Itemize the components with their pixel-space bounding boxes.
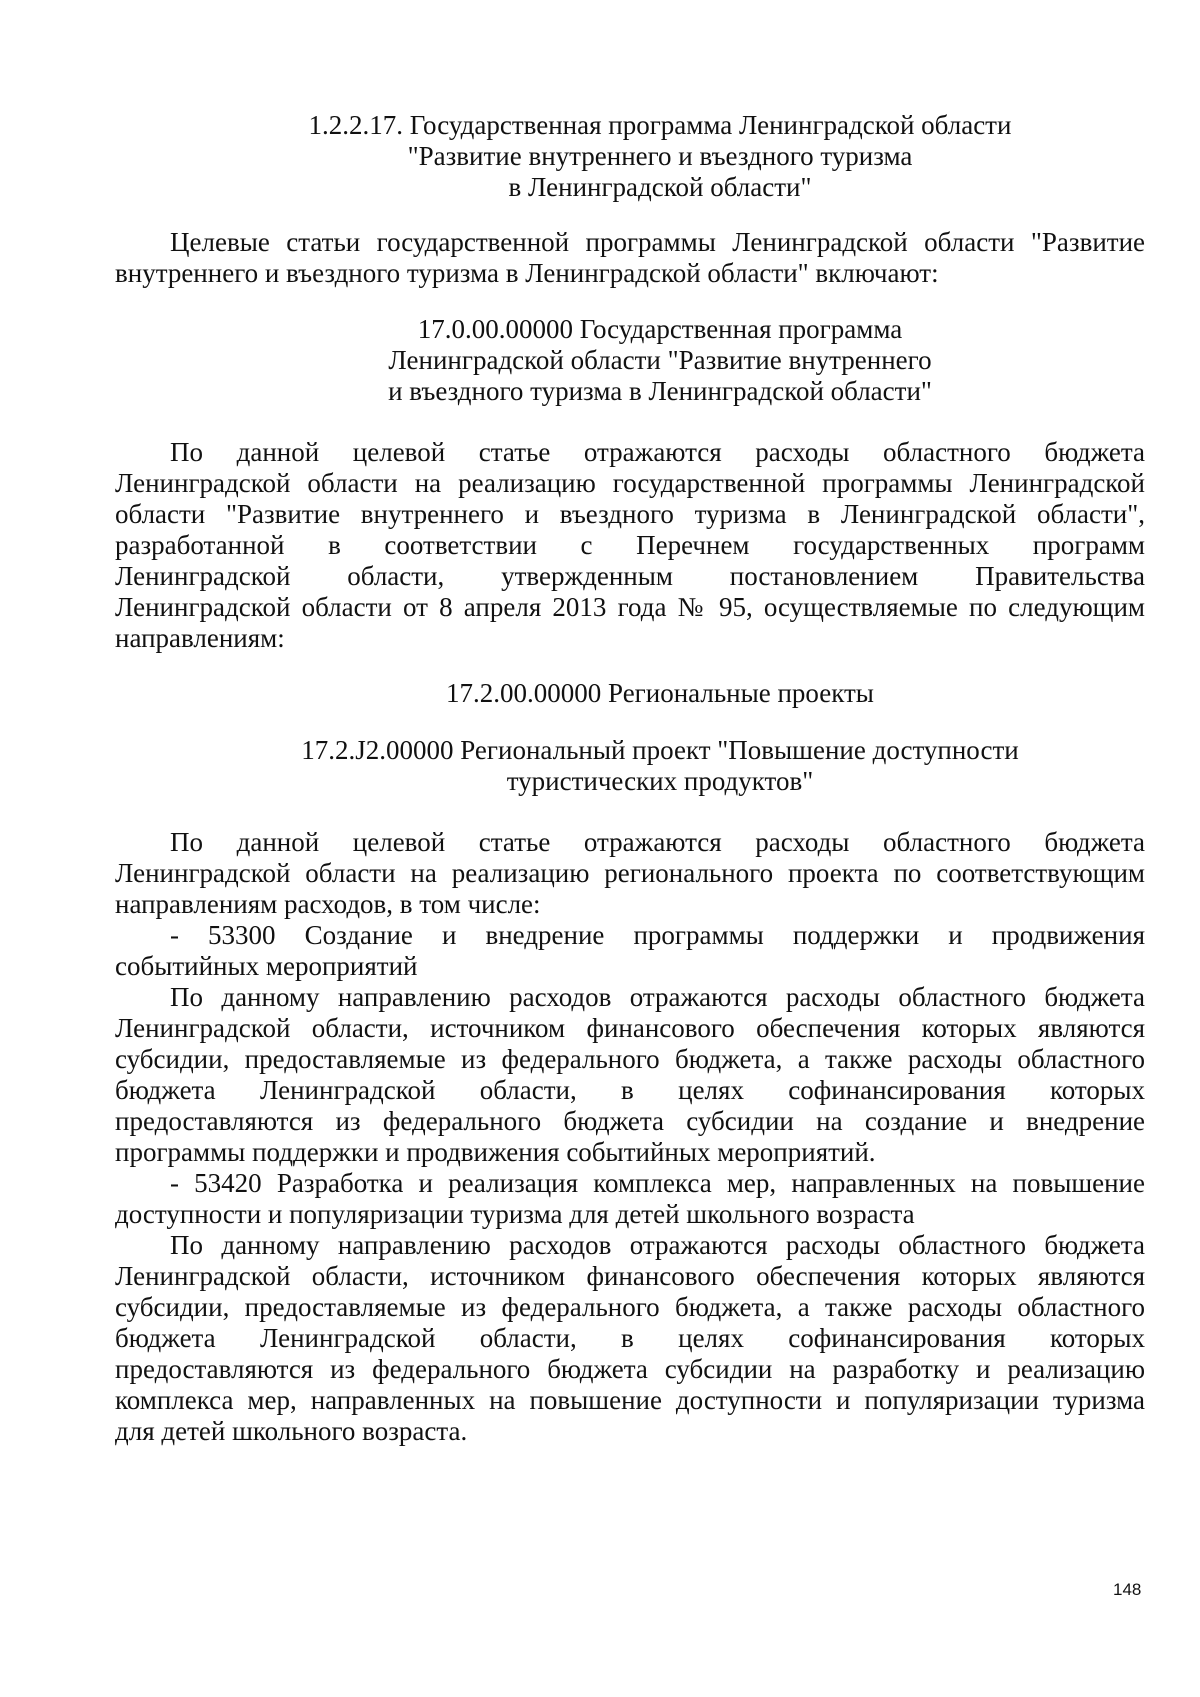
project-title: туристических продуктов" xyxy=(506,766,814,796)
expense-item-53300-description: бюджета Ленинградской области, в целях софинансирования которых xyxy=(115,1075,1145,1105)
program-title: 17.0.00.00000 Государственная программа xyxy=(417,314,903,344)
section-title: "Развитие внутреннего и въездного туризма xyxy=(407,141,913,171)
program-description: По данной целевой статье отражаются расходы областного бюджета xyxy=(170,437,1145,467)
program-description: Ленинградской области, утвержденным постановлением Правительства xyxy=(115,561,1145,591)
expense-item-53300-description: субсидии, предоставляемые из федерального бюджета, а также расходы областного xyxy=(115,1044,1145,1074)
intro-paragraph: Целевые статьи государственной программы Ленинградской области "Развитие xyxy=(170,227,1145,257)
expense-item-53300-description: программы поддержки и продвижения событийных мероприятий. xyxy=(115,1137,876,1167)
expense-item-53420-description: субсидии, предоставляемые из федерального бюджета, а также расходы областного xyxy=(115,1292,1145,1322)
expense-item-53300-description: предоставляются из федерального бюджета субсидии на создание и внедрение xyxy=(115,1106,1145,1136)
program-description: Ленинградской области на реализацию государственной программы Ленинградской xyxy=(115,468,1145,498)
project-description: направлениям расходов, в том числе: xyxy=(115,889,541,919)
expense-item-53300: - 53300 Создание и внедрение программы поддержки и продвижения xyxy=(170,920,1145,950)
intro-paragraph: внутреннего и въездного туризма в Ленинградской области" включают: xyxy=(115,258,939,288)
expense-item-53300-description: Ленинградской области, источником финансового обеспечения которых являются xyxy=(115,1013,1145,1043)
page-number: 148 xyxy=(1113,1580,1142,1599)
expense-item-53420: доступности и популяризации туризма для детей школьного возраста xyxy=(115,1199,915,1229)
project-description: По данной целевой статье отражаются расходы областного бюджета xyxy=(170,827,1145,857)
expense-item-53420-description: предоставляются из федерального бюджета субсидии на разработку и реализацию xyxy=(115,1354,1145,1384)
program-description: направлениям: xyxy=(115,623,285,653)
expense-item-53420-description: Ленинградской области, источником финансового обеспечения которых являются xyxy=(115,1261,1145,1291)
expense-item-53420-description: По данному направлению расходов отражаются расходы областного бюджета xyxy=(170,1230,1145,1260)
expense-item-53300-description: По данному направлению расходов отражаются расходы областного бюджета xyxy=(170,982,1145,1012)
project-title: 17.2.J2.00000 Региональный проект "Повышение доступности xyxy=(301,735,1019,765)
regional-projects-title: 17.2.00.00000 Региональные проекты xyxy=(446,678,874,708)
program-description: области "Развитие внутреннего и въездного туризма в Ленинградской области", xyxy=(115,499,1145,529)
program-title: Ленинградской области "Развитие внутреннего xyxy=(388,345,932,375)
section-title: в Ленинградской области" xyxy=(508,172,812,202)
expense-item-53420-description: комплекса мер, направленных на повышение доступности и популяризации туризма xyxy=(115,1385,1145,1415)
program-description: разработанной в соответствии с Перечнем государственных программ xyxy=(115,530,1145,560)
expense-item-53420-description: бюджета Ленинградской области, в целях софинансирования которых xyxy=(115,1323,1145,1353)
program-description: Ленинградской области от 8 апреля 2013 года № 95, осуществляемые по следующим xyxy=(115,592,1145,622)
expense-item-53420-description: для детей школьного возраста. xyxy=(115,1416,468,1446)
expense-item-53420: - 53420 Разработка и реализация комплекса мер, направленных на повышение xyxy=(170,1168,1145,1198)
section-title: 1.2.2.17. Государственная программа Ленинградской области xyxy=(308,110,1012,140)
expense-item-53300: событийных мероприятий xyxy=(115,951,418,981)
project-description: Ленинградской области на реализацию регионального проекта по соответствующим xyxy=(115,858,1145,888)
program-title: и въездного туризма в Ленинградской области" xyxy=(388,376,932,406)
